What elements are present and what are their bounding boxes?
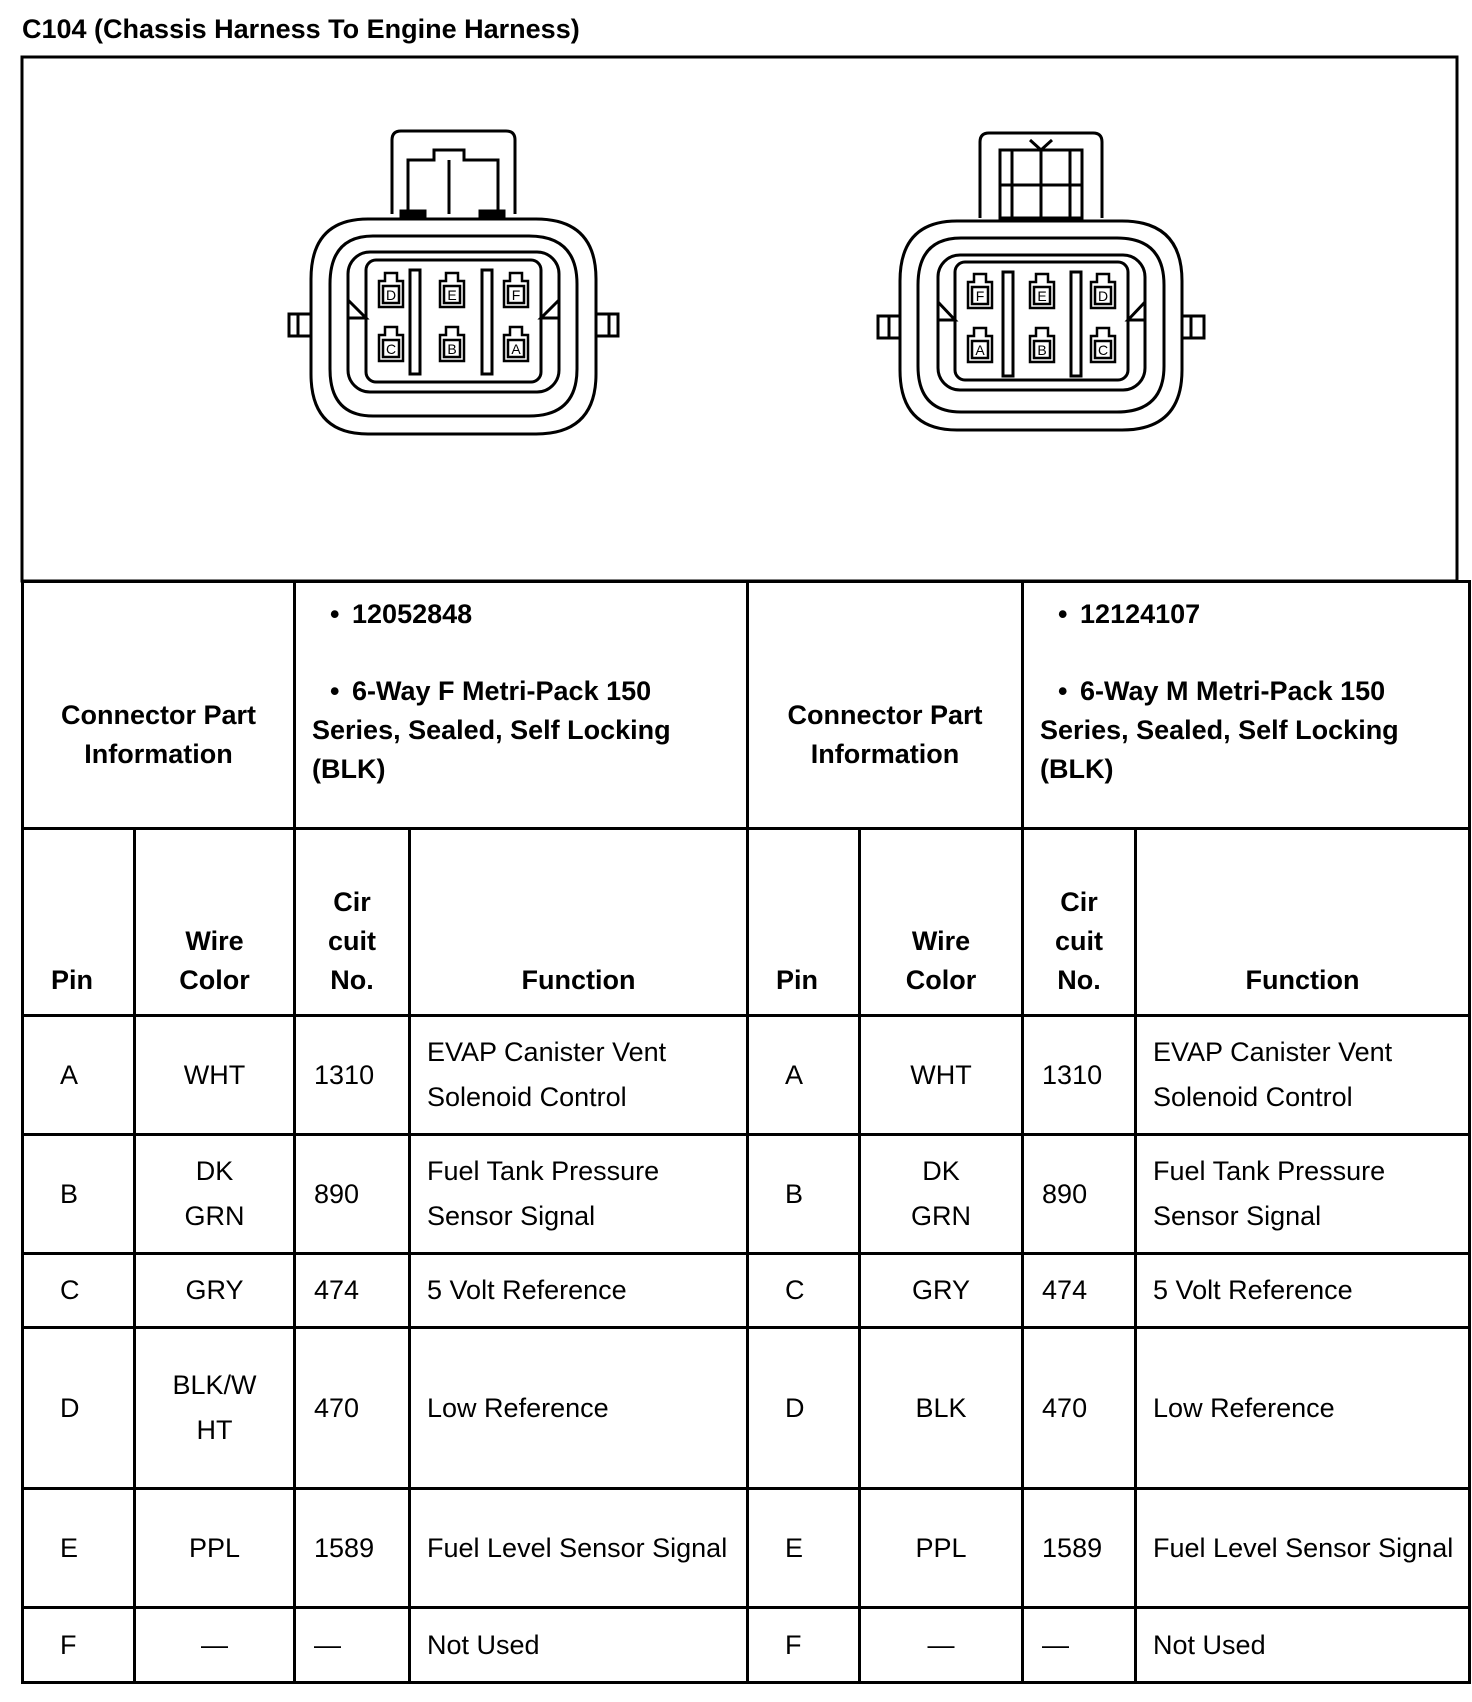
- table-row: [23, 1328, 1470, 1489]
- function-cell: Not Used: [410, 1608, 748, 1683]
- circuit-number-cell: 474: [1023, 1254, 1136, 1328]
- header-circuit-no: Cir cuit No.: [1023, 829, 1136, 1016]
- function-cell: EVAP Canister Vent Solenoid Control: [410, 1016, 748, 1135]
- wire-color-cell: BLK: [860, 1328, 1023, 1489]
- wire-color-cell: —: [860, 1608, 1023, 1683]
- table-row: [23, 1254, 1470, 1328]
- cavity-label: D: [1097, 288, 1109, 304]
- male-connector-face: [878, 133, 1204, 430]
- cavity-label: E: [447, 287, 457, 303]
- connector-part-info-left: • 12052848 • 6-Way F Metri-Pack 150 Series, Sealed, Self Locking (BLK): [295, 582, 748, 829]
- function-cell: Low Reference: [410, 1328, 748, 1489]
- function-cell: 5 Volt Reference: [410, 1254, 748, 1328]
- circuit-number-cell: —: [1023, 1608, 1136, 1683]
- circuit-number-cell: 1310: [1023, 1016, 1136, 1135]
- header-function: Function: [410, 829, 748, 1016]
- pin-cell: D: [23, 1328, 135, 1489]
- function-cell: Low Reference: [1136, 1328, 1470, 1489]
- pin-cell: B: [748, 1135, 860, 1254]
- pin-cell: E: [23, 1489, 135, 1608]
- wire-color-cell: GRY: [135, 1254, 295, 1328]
- part-description-left: 6-Way F Metri-Pack 150 Series, Sealed, Self Locking (BLK): [312, 676, 671, 784]
- connector-part-info-right: • 12124107 • 6-Way M Metri-Pack 150 Series, Sealed, Self Locking (BLK): [1023, 582, 1470, 829]
- female-connector-face: [289, 131, 618, 434]
- pin-cell: C: [748, 1254, 860, 1328]
- wire-color-cell: DK GRN: [135, 1135, 295, 1254]
- wire-color-cell: —: [135, 1608, 295, 1683]
- circuit-number-cell: 1589: [295, 1489, 410, 1608]
- circuit-number-cell: 474: [295, 1254, 410, 1328]
- header-pin: Pin: [748, 829, 860, 1016]
- function-cell: Fuel Level Sensor Signal: [410, 1489, 748, 1608]
- wire-color-cell: GRY: [860, 1254, 1023, 1328]
- connector-part-info-label-left: Connector Part Information: [23, 582, 295, 829]
- wire-color-cell: DK GRN: [860, 1135, 1023, 1254]
- pin-cell: F: [748, 1608, 860, 1683]
- function-cell: Fuel Level Sensor Signal: [1136, 1489, 1470, 1608]
- connector-pinout-table: [21, 580, 1471, 1684]
- wire-color-cell: PPL: [135, 1489, 295, 1608]
- table-row: [23, 1608, 1470, 1683]
- circuit-number-cell: 1589: [1023, 1489, 1136, 1608]
- wire-color-cell: WHT: [860, 1016, 1023, 1135]
- pin-cell: E: [748, 1489, 860, 1608]
- header-wire-color: Wire Color: [860, 829, 1023, 1016]
- circuit-number-cell: —: [295, 1608, 410, 1683]
- part-number-right: 12124107: [1080, 599, 1201, 629]
- pin-cell: A: [748, 1016, 860, 1135]
- cavity-label: B: [1037, 342, 1047, 358]
- pin-cell: A: [23, 1016, 135, 1135]
- circuit-number-cell: 890: [295, 1135, 410, 1254]
- part-number-left: 12052848: [352, 599, 473, 629]
- pin-cell: D: [748, 1328, 860, 1489]
- wire-color-cell: PPL: [860, 1489, 1023, 1608]
- pin-cell: B: [23, 1135, 135, 1254]
- wire-color-cell: BLK/W HT: [135, 1328, 295, 1489]
- page-title: C104 (Chassis Harness To Engine Harness): [22, 14, 580, 44]
- header-pin: Pin: [23, 829, 135, 1016]
- pin-cell: C: [23, 1254, 135, 1328]
- cavity-label: F: [511, 287, 521, 303]
- function-cell: Fuel Tank Pressure Sensor Signal: [410, 1135, 748, 1254]
- part-description-right: 6-Way M Metri-Pack 150 Series, Sealed, Self Locking (BLK): [1040, 676, 1399, 784]
- cavity-label: C: [1097, 342, 1109, 358]
- table-row: [23, 1489, 1470, 1608]
- table-row: [23, 1016, 1470, 1135]
- connector-info-row: [23, 582, 1470, 829]
- function-cell: 5 Volt Reference: [1136, 1254, 1470, 1328]
- header-wire-color: Wire Color: [135, 829, 295, 1016]
- function-cell: EVAP Canister Vent Solenoid Control: [1136, 1016, 1470, 1135]
- cavity-label: A: [511, 341, 521, 357]
- cavity-label: B: [447, 341, 457, 357]
- header-function: Function: [1136, 829, 1470, 1016]
- wire-color-cell: WHT: [135, 1016, 295, 1135]
- function-cell: Not Used: [1136, 1608, 1470, 1683]
- cavity-label: E: [1037, 288, 1047, 304]
- circuit-number-cell: 470: [1023, 1328, 1136, 1489]
- pin-cell: F: [23, 1608, 135, 1683]
- function-cell: Fuel Tank Pressure Sensor Signal: [1136, 1135, 1470, 1254]
- cavity-label: A: [975, 342, 985, 358]
- cavity-label: F: [975, 288, 985, 304]
- circuit-number-cell: 890: [1023, 1135, 1136, 1254]
- circuit-number-cell: 470: [295, 1328, 410, 1489]
- connector-part-info-label-right: Connector Part Information: [748, 582, 1023, 829]
- cavity-label: C: [385, 341, 397, 357]
- cavity-label: D: [385, 287, 397, 303]
- header-circuit-no: Cir cuit No.: [295, 829, 410, 1016]
- circuit-number-cell: 1310: [295, 1016, 410, 1135]
- column-header-row: [23, 829, 1470, 1016]
- table-row: [23, 1135, 1470, 1254]
